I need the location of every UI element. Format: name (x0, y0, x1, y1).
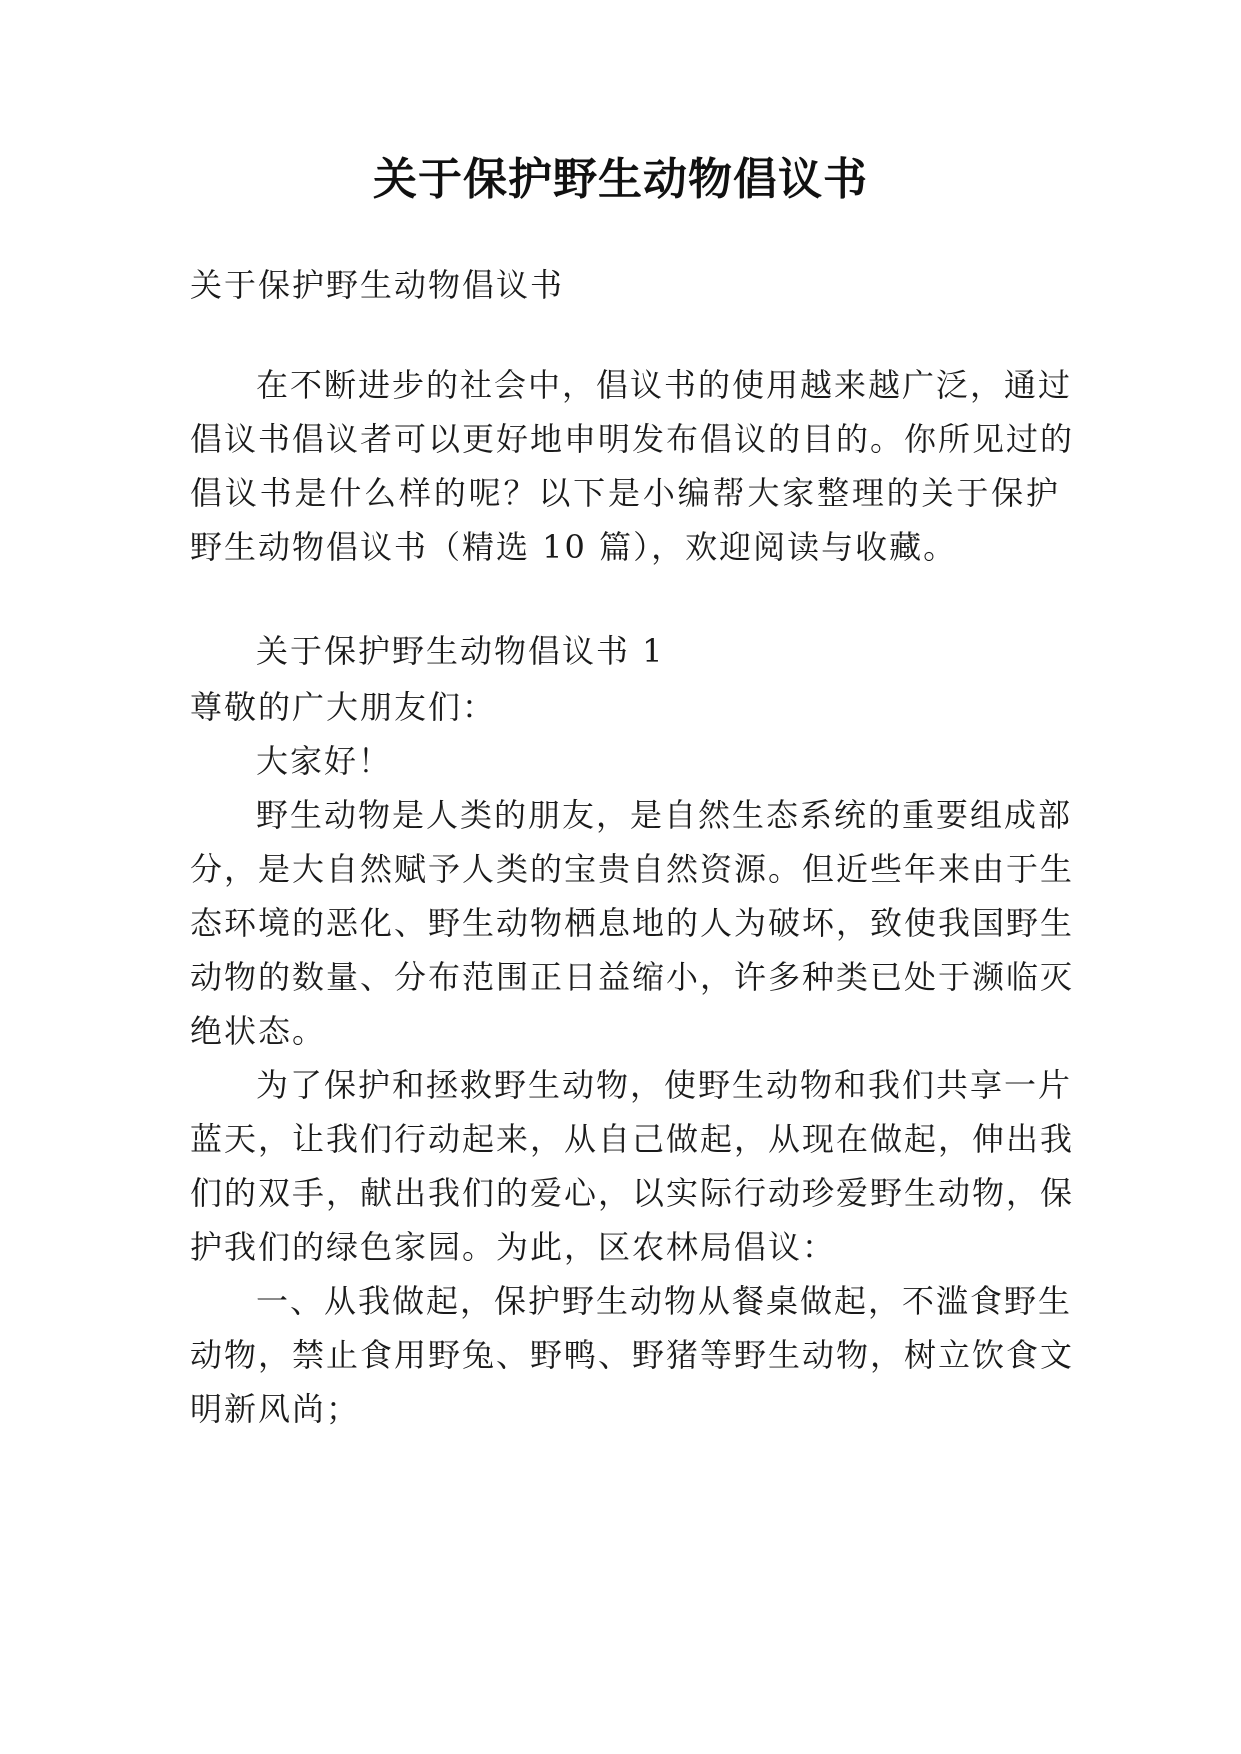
document-subtitle: 关于保护野生动物倡议书 (190, 266, 565, 304)
greeting: 大家好！ (256, 742, 393, 780)
paragraph-line: 野生动物是人类的朋友，是自然生态系统的重要组成部 (256, 796, 1073, 834)
paragraph-line: 一、从我做起，保护野生动物从餐桌做起，不滥食野生 (256, 1282, 1073, 1320)
paragraph-line: 蓝天，让我们行动起来，从自己做起，从现在做起，伸出我 (190, 1120, 1075, 1158)
paragraph-line: 明新风尚； (190, 1390, 361, 1428)
paragraph-line: 分，是大自然赋予人类的宝贵自然资源。但近些年来由于生 (190, 850, 1075, 888)
paragraph-line: 绝状态。 (190, 1012, 327, 1050)
intro-line: 在不断进步的社会中，倡议书的使用越来越广泛，通过 (256, 366, 1073, 404)
paragraph-line: 为了保护和拯救野生动物，使野生动物和我们共享一片 (256, 1066, 1073, 1104)
paragraph-line: 护我们的绿色家园。为此，区农林局倡议： (190, 1228, 837, 1266)
document-title: 关于保护野生动物倡议书 (373, 154, 868, 205)
salutation: 尊敬的广大朋友们： (190, 688, 497, 726)
intro-line: 倡议书倡议者可以更好地申明发布倡议的目的。你所见过的 (190, 420, 1075, 458)
paragraph-line: 动物，禁止食用野兔、野鸭、野猪等野生动物，树立饮食文 (190, 1336, 1075, 1374)
intro-line: 倡议书是什么样的呢？以下是小编帮大家整理的关于保护 (190, 474, 1060, 512)
intro-line: 野生动物倡议书（精选 10 篇），欢迎阅读与收藏。 (190, 528, 958, 566)
paragraph-line: 们的双手，献出我们的爱心，以实际行动珍爱野生动物，保 (190, 1174, 1075, 1212)
paragraph-line: 态环境的恶化、野生动物栖息地的人为破坏，致使我国野生 (190, 904, 1075, 942)
paragraph-line: 动物的数量、分布范围正日益缩小，许多种类已处于濒临灭 (190, 958, 1075, 996)
section-title: 关于保护野生动物倡议书 1 (256, 632, 665, 670)
